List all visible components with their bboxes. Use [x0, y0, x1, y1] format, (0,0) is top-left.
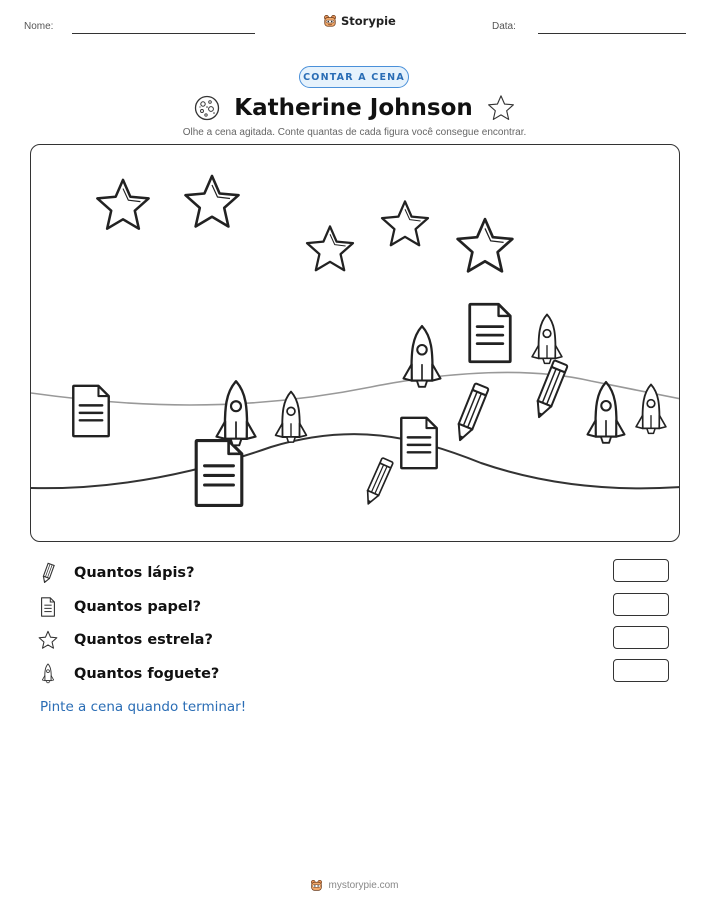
scene-pencil-1 — [453, 383, 488, 443]
storypie-logo-icon — [310, 879, 323, 892]
storypie-logo-icon — [323, 14, 337, 28]
question-pencils: Quantos lápis? — [74, 565, 195, 581]
scene-pencil-3 — [363, 458, 393, 507]
scene-rocket-5 — [587, 382, 624, 443]
back-hill-line — [31, 372, 680, 405]
scene-star-1 — [97, 180, 148, 229]
paper-icon — [38, 596, 58, 618]
footer-site[interactable]: mystorypie.com — [328, 880, 399, 891]
instructions: Olhe a cena agitada. Conte quantas de cada figura você consegue encontrar. — [182, 127, 527, 138]
brand — [323, 14, 396, 28]
rocket-icon — [38, 663, 58, 685]
date-line[interactable] — [538, 33, 686, 34]
scene-rocket-1 — [403, 326, 440, 387]
star-icon — [487, 94, 515, 122]
answer-box-pencils[interactable] — [613, 559, 669, 582]
question-row — [38, 661, 219, 687]
date-label: Data: — [492, 21, 516, 32]
scene-paper-1 — [470, 304, 511, 362]
brand-name: Storypie — [341, 14, 396, 28]
answer-box-papers[interactable] — [613, 593, 669, 616]
finish-note: Pinte a cena quando terminar! — [40, 699, 247, 715]
scene-paper-4 — [196, 441, 242, 506]
scene-panel — [30, 144, 680, 542]
scene-paper-2 — [73, 386, 108, 436]
scene-star-4 — [382, 201, 428, 245]
scene-star-2 — [186, 176, 239, 227]
title-row — [0, 90, 709, 126]
pencil-icon — [38, 562, 58, 584]
scene-paper-3 — [401, 418, 436, 468]
scene-star-3 — [307, 226, 353, 270]
moon-icon — [194, 95, 220, 121]
star-icon — [38, 629, 58, 651]
name-label: Nome: — [24, 21, 54, 32]
scene-star-5 — [458, 219, 513, 271]
answer-box-rockets[interactable] — [613, 659, 669, 682]
activity-badge: CONTAR A CENA — [299, 66, 409, 88]
question-row — [38, 594, 201, 620]
answer-box-stars[interactable] — [613, 626, 669, 649]
scene-rocket-3 — [216, 381, 255, 445]
question-rockets: Quantos foguete? — [74, 666, 220, 682]
question-row — [38, 560, 194, 586]
front-hill-line — [31, 434, 680, 488]
busy-scene — [31, 145, 680, 542]
scene-rocket-4 — [276, 392, 307, 443]
scene-pencil-2 — [532, 360, 567, 420]
page-title: Katherine Johnson — [234, 95, 473, 121]
question-row — [38, 627, 213, 653]
question-papers: Quantos papel? — [74, 599, 202, 615]
question-stars: Quantos estrela? — [74, 632, 213, 648]
scene-rocket-6 — [636, 384, 666, 433]
scene-rocket-2 — [532, 314, 562, 363]
name-line[interactable] — [72, 33, 255, 34]
footer — [0, 879, 709, 892]
